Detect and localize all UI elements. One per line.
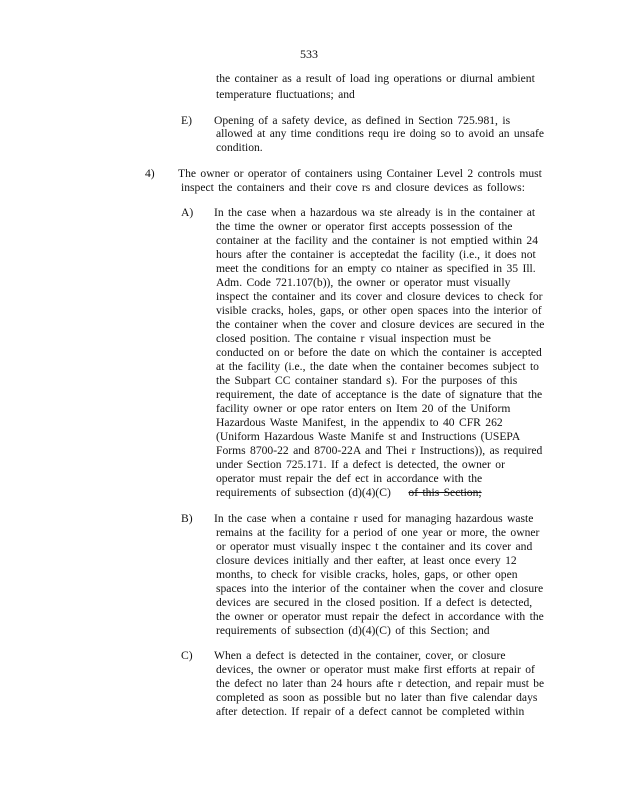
- page-number: 533: [300, 47, 318, 61]
- item-a-last-text: requirements of subsection (d)(4)(C): [216, 486, 391, 499]
- item-e-line: allowed at any time conditions requ ire doing so to avoid an unsafe: [216, 127, 545, 140]
- continued-line: the container as a result of load ing operations or diurnal ambient: [216, 72, 535, 85]
- item-c-line: When a defect is detected in the container, cover, or closure: [214, 649, 506, 662]
- item-b-line: the owner or operator must repair the defect in accordance with the: [216, 610, 544, 623]
- item-a-label: A): [181, 206, 194, 219]
- item-a-line: requirement, the date of acceptance is the date of signature that the: [216, 388, 543, 401]
- item-b-line: remains at the facility for a period of one year or more, the owner: [216, 526, 540, 539]
- item-e-line: condition.: [216, 141, 263, 154]
- item-a-line: Hazardous Waste Manifest, in the appendix to 40 CFR 262: [216, 416, 503, 429]
- item-b-line: In the case when a containe r used for managing hazardous waste: [214, 512, 534, 525]
- item-b-line: requirements of subsection (d)(4)(C) of this Section; and: [216, 624, 490, 637]
- item-4-line: The owner or operator of containers using Container Level 2 controls must: [178, 167, 542, 180]
- item-b-line: devices are secured in the closed position. If a defect is detected,: [216, 596, 533, 609]
- item-a-line: visible cracks, holes, gaps, or other open spaces into the interior of: [216, 304, 542, 317]
- item-a-line: In the case when a hazardous wa ste already is in the container at: [214, 206, 536, 219]
- item-a-line: Forms 8700-22 and 8700-22A and Thei r Instructions)), as required: [216, 444, 543, 457]
- item-a-line: conducted on or before the date on which the container is accepted: [216, 346, 542, 359]
- item-e-line: Opening of a safety device, as defined in Section 725.981, is: [214, 114, 511, 127]
- continued-line: temperature fluctuations; and: [216, 88, 355, 101]
- item-b-line: spaces into the interior of the container when the cover and closure: [216, 582, 544, 595]
- item-a-line: under Section 725.171. If a defect is detected, the owner or: [216, 458, 505, 471]
- item-a-line: meet the conditions for an empty co ntainer as specified in 35 Ill.: [216, 262, 536, 275]
- item-a-line: closed position. The containe r visual inspection must be: [216, 332, 491, 345]
- item-c-line: devices, the owner or operator must make first efforts at repair of: [216, 663, 535, 676]
- item-a-line: Adm. Code 721.107(b)), the owner or operator must visually: [216, 276, 511, 289]
- item-c-line: completed as soon as possible but no later than five calendar days: [216, 691, 538, 704]
- item-4-label: 4): [145, 167, 155, 180]
- item-a-line: at the facility (i.e., the date when the container becomes subject to: [216, 360, 539, 373]
- item-b-line: months, to check for visible cracks, holes, gaps, or other open: [216, 568, 518, 581]
- item-b-line: or operator must visually inspec t the container and its cover and: [216, 540, 533, 553]
- item-a-line-last: [216, 486, 482, 500]
- item-a-line: inspect the container and its cover and closure devices to check for: [216, 290, 543, 303]
- item-a-line: operator must repair the def ect in accordance with the: [216, 472, 483, 485]
- item-c-label: C): [181, 649, 193, 662]
- item-c-line: the defect no later than 24 hours afte r detection, and repair must be: [216, 677, 545, 690]
- item-a-line: hours after the container is acceptedat the facility (i.e., it does not: [216, 248, 536, 261]
- item-4-line: inspect the containers and their cove rs and closure devices as follows:: [181, 181, 525, 194]
- item-a-line: (Uniform Hazardous Waste Manife st and Instructions (USEPA: [216, 430, 521, 443]
- item-c-line: after detection. If repair of a defect cannot be completed within: [216, 705, 525, 718]
- item-a-line: container at the facility and the container is not emptied within 24: [216, 234, 539, 247]
- item-a-line: the time the owner or operator first accepts possession of the: [216, 220, 513, 233]
- item-b-label: B): [181, 512, 193, 525]
- item-a-line: the container when the cover and closure devices are secured in the: [216, 318, 545, 331]
- struck-text: of this Section;: [408, 486, 482, 499]
- item-a-line: the Subpart CC container standard s). For the purposes of this: [216, 374, 518, 387]
- item-a-line: facility owner or ope rator enters on Item 20 of the Uniform: [216, 402, 511, 415]
- item-e-label: E): [181, 114, 192, 127]
- item-b-line: closure devices initially and ther eafter, at least once every 12: [216, 554, 517, 567]
